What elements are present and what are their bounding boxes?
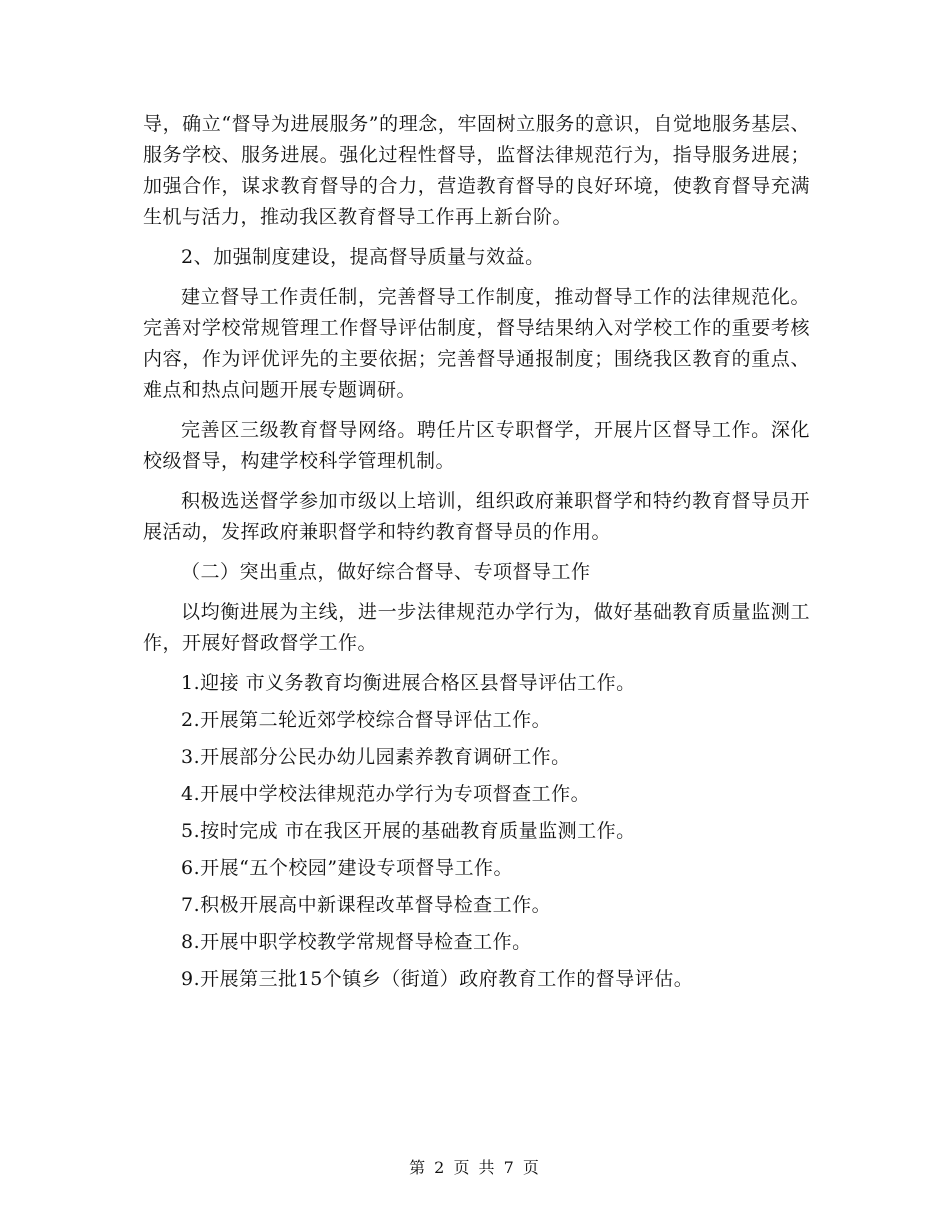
paragraph-1: 导，确立“督导为进展服务”的理念，牢固树立服务的意识，自觉地服务基层、服务学校、服务进展。强化过程性督导，监督法律规范行为，指导服务进展；加强合作，谋求教育督导的合力，营造教育督导的良好环境，使教育督导充满生机与活力，推动我区教育督导工作再上新台阶。 bbox=[143, 113, 810, 228]
list-item: 4.开展中学校法律规范办学行为专项督查工作。 bbox=[181, 783, 591, 805]
list-item: 3.开展部分公民办幼儿园素养教育调研工作。 bbox=[181, 746, 571, 768]
list-item: 2.开展第二轮近郊学校综合督导评估工作。 bbox=[181, 709, 552, 731]
list-item: 1.迎接 市义务教育均衡进展合格区县督导评估工作。 bbox=[181, 672, 636, 694]
task-list bbox=[143, 668, 810, 995]
list-item: 8.开展中职学校教学常规督导检查工作。 bbox=[181, 931, 532, 953]
list-item: 7.积极开展高中新课程改革督导检查工作。 bbox=[181, 894, 552, 916]
list-item: 9.开展第三批15个镇乡（街道）政府教育工作的督导评估。 bbox=[181, 968, 694, 990]
list-item: 5.按时完成 市在我区开展的基础教育质量监测工作。 bbox=[181, 820, 636, 842]
paragraph-3: 完善区三级教育督导网络。聘任片区专职督学，开展片区督导工作。深化校级督导，构建学校科学管理机制。 bbox=[143, 419, 810, 472]
paragraph-5: 以均衡进展为主线，进一步法律规范办学行为，做好基础教育质量监测工作，开展好督政督学工作。 bbox=[143, 601, 810, 654]
section-heading-3: （二）突出重点，做好综合督导、专项督导工作 bbox=[181, 561, 591, 583]
page-number-footer: 第 2 页 共 7 页 bbox=[409, 1158, 541, 1177]
paragraph-4: 积极选送督学参加市级以上培训，组织政府兼职督学和特约教育督导员开展活动，发挥政府兼职督学和特约教育督导员的作用。 bbox=[143, 490, 810, 543]
paragraph-2: 建立督导工作责任制，完善督导工作制度，推动督导工作的法律规范化。完善对学校常规管理工作督导评估制度，督导结果纳入对学校工作的重要考核内容，作为评优评先的主要依据；完善督导通报制度；围绕我区教育的重点、难点和热点问题开展专题调研。 bbox=[143, 286, 810, 401]
list-item: 6.开展“五个校园”建设专项督导工作。 bbox=[181, 857, 514, 879]
section-heading-2: 2、加强制度建设，提高督导质量与效益。 bbox=[181, 246, 545, 268]
